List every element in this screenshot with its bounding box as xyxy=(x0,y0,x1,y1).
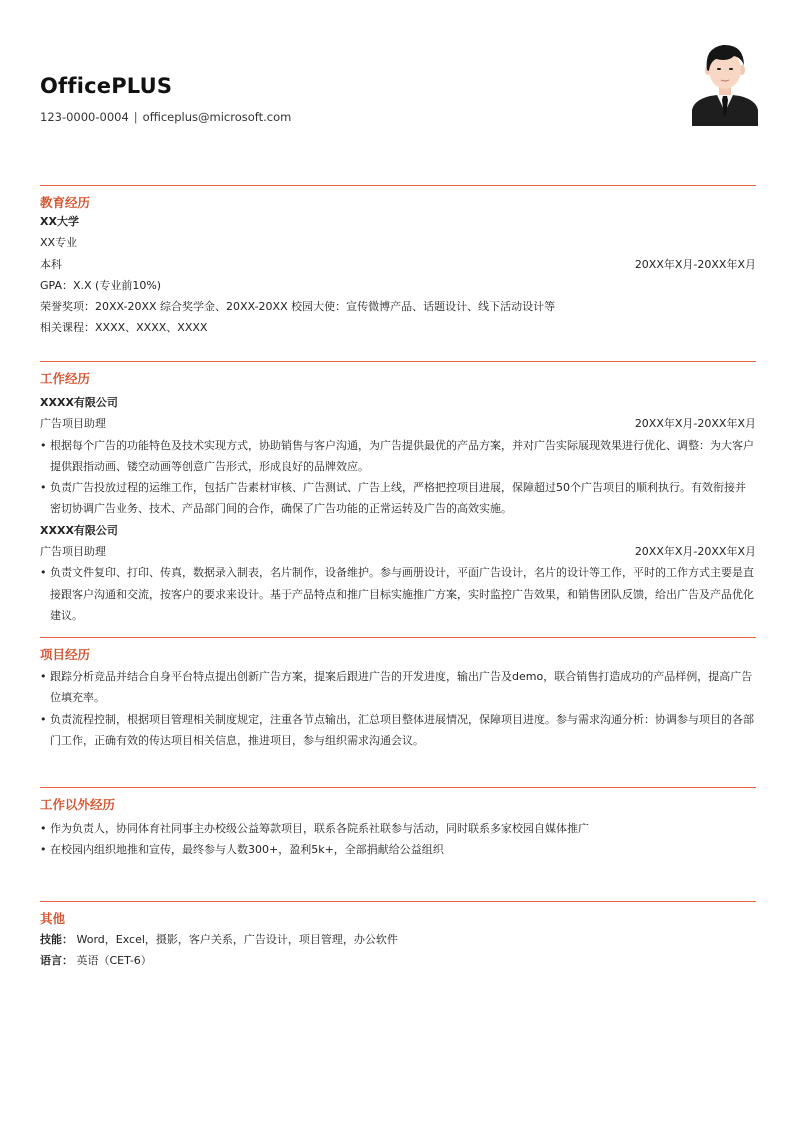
list-item: • 负责广告投放过程的运维工作，包括广告素材审核、广告测试、广告上线，严格把控项目进展，保障超过50个广告项目的顺利执行。有效衔接并密切协调广告业务、技术、产品部门间的合作，确保了广告功能的正常运转及广告的高效实施。 xyxy=(40,477,756,520)
company-name: XXXX有限公司 xyxy=(40,523,118,537)
skills-label: 技能： xyxy=(40,933,73,946)
job-role: 广告项目助理 xyxy=(40,417,106,431)
project-bullets xyxy=(40,666,756,751)
list-item: • 根据每个广告的功能特色及技术实现方式，协助销售与客户沟通，为广告提供最优的产品方案，并对广告实际展现效果进行优化、调整：为大客户提供跟指动画、镂空动画等创意广告形式，形成良好的品牌效应。 xyxy=(40,435,756,478)
skills-row xyxy=(40,929,756,950)
projects-title: 项目经历 xyxy=(40,647,91,662)
skills-value: Word，Excel，摄影，客户关系，广告设计，项目管理，办公软件 xyxy=(76,933,398,946)
job-role: 广告项目助理 xyxy=(40,545,106,559)
resume-name: OfficePLUS xyxy=(40,74,173,98)
job-date: 20XX年X月-20XX年X月 xyxy=(634,417,756,431)
section-divider xyxy=(40,637,756,638)
other-section xyxy=(40,901,756,972)
contact-line xyxy=(40,110,291,124)
work-title: 工作经历 xyxy=(40,371,91,386)
company-name: XXXX有限公司 xyxy=(40,396,118,409)
work-section xyxy=(40,361,756,626)
language-value: 英语（CET-6） xyxy=(76,954,152,968)
education-date: 20XX年X月-20XX年X月 xyxy=(634,257,756,271)
list-item: • 作为负责人，协同体育社同事主办校级公益筹款项目，联系各院系社联参与活动，同时联系多家校园自媒体推广 xyxy=(40,818,756,839)
list-item: • 跟踪分析竞品并结合自身平台特点提出创新广告方案，提案后跟进广告的开发进度，输出广告及demo，联合销售打造成功的产品样例，提高广告位填充率。 xyxy=(40,666,756,709)
job-bullets xyxy=(40,435,756,520)
job-entry xyxy=(40,520,756,626)
job-bullets xyxy=(40,562,756,626)
role-row xyxy=(40,413,756,434)
school-name: XX大学 xyxy=(40,215,79,228)
job-date: 20XX年X月-20XX年X月 xyxy=(634,545,756,559)
section-divider xyxy=(40,361,756,362)
section-divider xyxy=(40,185,756,186)
phone-number: 123-0000-0004 xyxy=(40,110,129,124)
role-row xyxy=(40,541,756,562)
email-address: officeplus@microsoft.com xyxy=(142,110,292,124)
courses: 相关课程：XXXX、XXXX、XXXX xyxy=(40,321,208,335)
education-section xyxy=(40,185,756,339)
list-item: • 负责文件复印、打印、传真，数据录入制表，名片制作，设备维护。参与画册设计，平面广告设计，名片的设计等工作，平时的工作方式主要是直接跟客户沟通和交流，按客户的要求来设计。基于产品特点和推广目标实施推广方案，实时监控广告效果，和销售团队反馈，给出广告及产品优化建议。 xyxy=(40,562,756,626)
avatar xyxy=(690,40,760,126)
section-divider xyxy=(40,787,756,788)
language-label: 语言： xyxy=(40,954,73,968)
degree: 本科 xyxy=(40,257,62,271)
extra-section xyxy=(40,787,756,861)
contact-separator: | xyxy=(133,110,138,124)
extra-title: 工作以外经历 xyxy=(40,797,116,812)
language-row xyxy=(40,950,756,971)
honors: 荣誉奖项：20XX-20XX 综合奖学金、20XX-20XX 校园大使：宣传微博产品、话题设计、线下活动设计等 xyxy=(40,300,556,314)
gpa: GPA：X.X (专业前10%) xyxy=(40,278,162,292)
list-item: • 在校园内组织地推和宣传，最终参与人数300+，盈利5k+，全部捐献给公益组织 xyxy=(40,839,756,860)
extra-bullets xyxy=(40,818,756,861)
job-entry xyxy=(40,392,756,520)
major: XX专业 xyxy=(40,236,78,250)
education-title: 教育经历 xyxy=(40,195,91,210)
list-item: • 负责流程控制，根据项目管理相关制度规定，注重各节点输出，汇总项目整体进展情况，保障项目进度。参与需求沟通分析：协调参与项目的各部门工作，正确有效的传达项目相关信息，推进项目，参与组织需求沟通会议。 xyxy=(40,709,756,752)
projects-section xyxy=(40,637,756,751)
other-title: 其他 xyxy=(40,911,66,926)
section-divider xyxy=(40,901,756,902)
degree-row xyxy=(40,254,756,275)
